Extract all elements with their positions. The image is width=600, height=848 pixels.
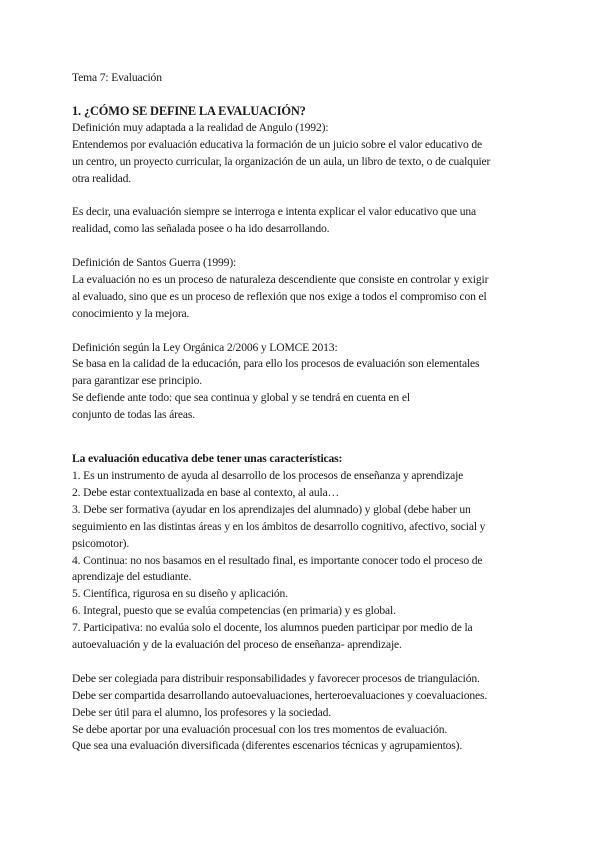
text-line: Debe ser útil para el alumno, los profesores y la sociedad. xyxy=(72,705,332,719)
document-title: Tema 7: Evaluación xyxy=(72,71,162,84)
definition-label: Definición según la Ley Orgánica 2/2006 y LOMCE 2013: xyxy=(72,340,338,354)
list-item: 4. Continua: no nos basamos en el resultado final, es importante conocer todo el proceso de xyxy=(72,553,483,567)
es-decir-paragraph xyxy=(72,204,534,238)
list-item: 1. Es un instrumento de ayuda al desarrollo de los procesos de enseñanza y aprendizaje xyxy=(72,468,464,482)
text-line: para garantizar ese principio. xyxy=(72,374,203,388)
section-heading: 1. ¿CÓMO SE DEFINE LA EVALUACIÓN? xyxy=(72,103,306,118)
text-line: Debe ser compartida desarrollando autoevaluaciones, herteroevaluaciones y coevaluaciones. xyxy=(72,688,488,702)
text-line: Entendemos por evaluación educativa la formación de un juicio sobre el valor educativo de xyxy=(72,137,482,151)
text-line: Es decir, una evaluación siempre se interroga e intenta explicar el valor educativo que una xyxy=(72,205,477,219)
text-line: conjunto de todas las áreas. xyxy=(72,408,195,422)
list-item: autoevaluación y de la evaluación del proceso de enseñanza- aprendizaje. xyxy=(72,638,402,652)
text-line: Se basa en la calidad de la educación, para ello los procesos de evaluación son elementales xyxy=(72,357,480,371)
list-item: 7. Participativa: no evalúa solo el docente, los alumnos pueden participar por medio de la xyxy=(72,621,473,635)
caracteristicas-section xyxy=(72,451,534,654)
angulo-definition xyxy=(72,120,534,188)
list-item: psicomotor). xyxy=(72,536,130,550)
text-line: Se debe aportar por una evaluación procesual con los tres momentos de evaluación. xyxy=(72,722,448,736)
text-line: Debe ser colegiada para distribuir responsabilidades y favorecer procesos de triangulación. xyxy=(72,671,480,685)
text-line: otra realidad. xyxy=(72,171,132,185)
definition-label: Definición de Santos Guerra (1999): xyxy=(72,256,237,270)
list-item: seguimiento en las distintas áreas y en los ámbitos de desarrollo cognitivo, afectivo, social y xyxy=(72,519,486,533)
ley-definition xyxy=(72,340,534,425)
list-item: aprendizaje del estudiante. xyxy=(72,570,192,584)
definition-label: Definición muy adaptada a la realidad de Angulo (1992): xyxy=(72,120,329,134)
list-item: 3. Debe ser formativa (ayudar en los aprendizajes del alumnado) y global (debe haber un xyxy=(72,502,471,516)
text-line: realidad, como las señalada posee o ha ido desarrollando. xyxy=(72,222,330,236)
document-page xyxy=(72,70,534,755)
text-line: Se defiende ante todo: que sea continua y global y se tendrá en cuenta en el xyxy=(72,391,410,405)
list-item: 2. Debe estar contextualizada en base al contexto, al aula… xyxy=(72,485,340,499)
santos-definition xyxy=(72,255,534,323)
list-item: 5. Científica, rigurosa en su diseño y aplicación. xyxy=(72,587,288,601)
caracteristicas-heading: La evaluación educativa debe tener unas características: xyxy=(72,452,343,466)
text-line: al evaluado, sino que es un proceso de reflexión que nos exige a todos el compromiso con el xyxy=(72,289,487,303)
text-line: La evaluación no es un proceso de naturaleza descendiente que consiste en controlar y exigir xyxy=(72,272,489,286)
text-line: Que sea una evaluación diversificada (diferentes escenarios técnicas y agrupamientos). xyxy=(72,739,463,753)
text-line: conocimiento y la mejora. xyxy=(72,306,190,320)
final-paragraph xyxy=(72,671,534,756)
list-item: 6. Integral, puesto que se evalúa competencias (en primaria) y es global. xyxy=(72,604,396,618)
text-line: un centro, un proyecto curricular, la organización de un aula, un libro de texto, o de cualquier xyxy=(72,154,491,168)
